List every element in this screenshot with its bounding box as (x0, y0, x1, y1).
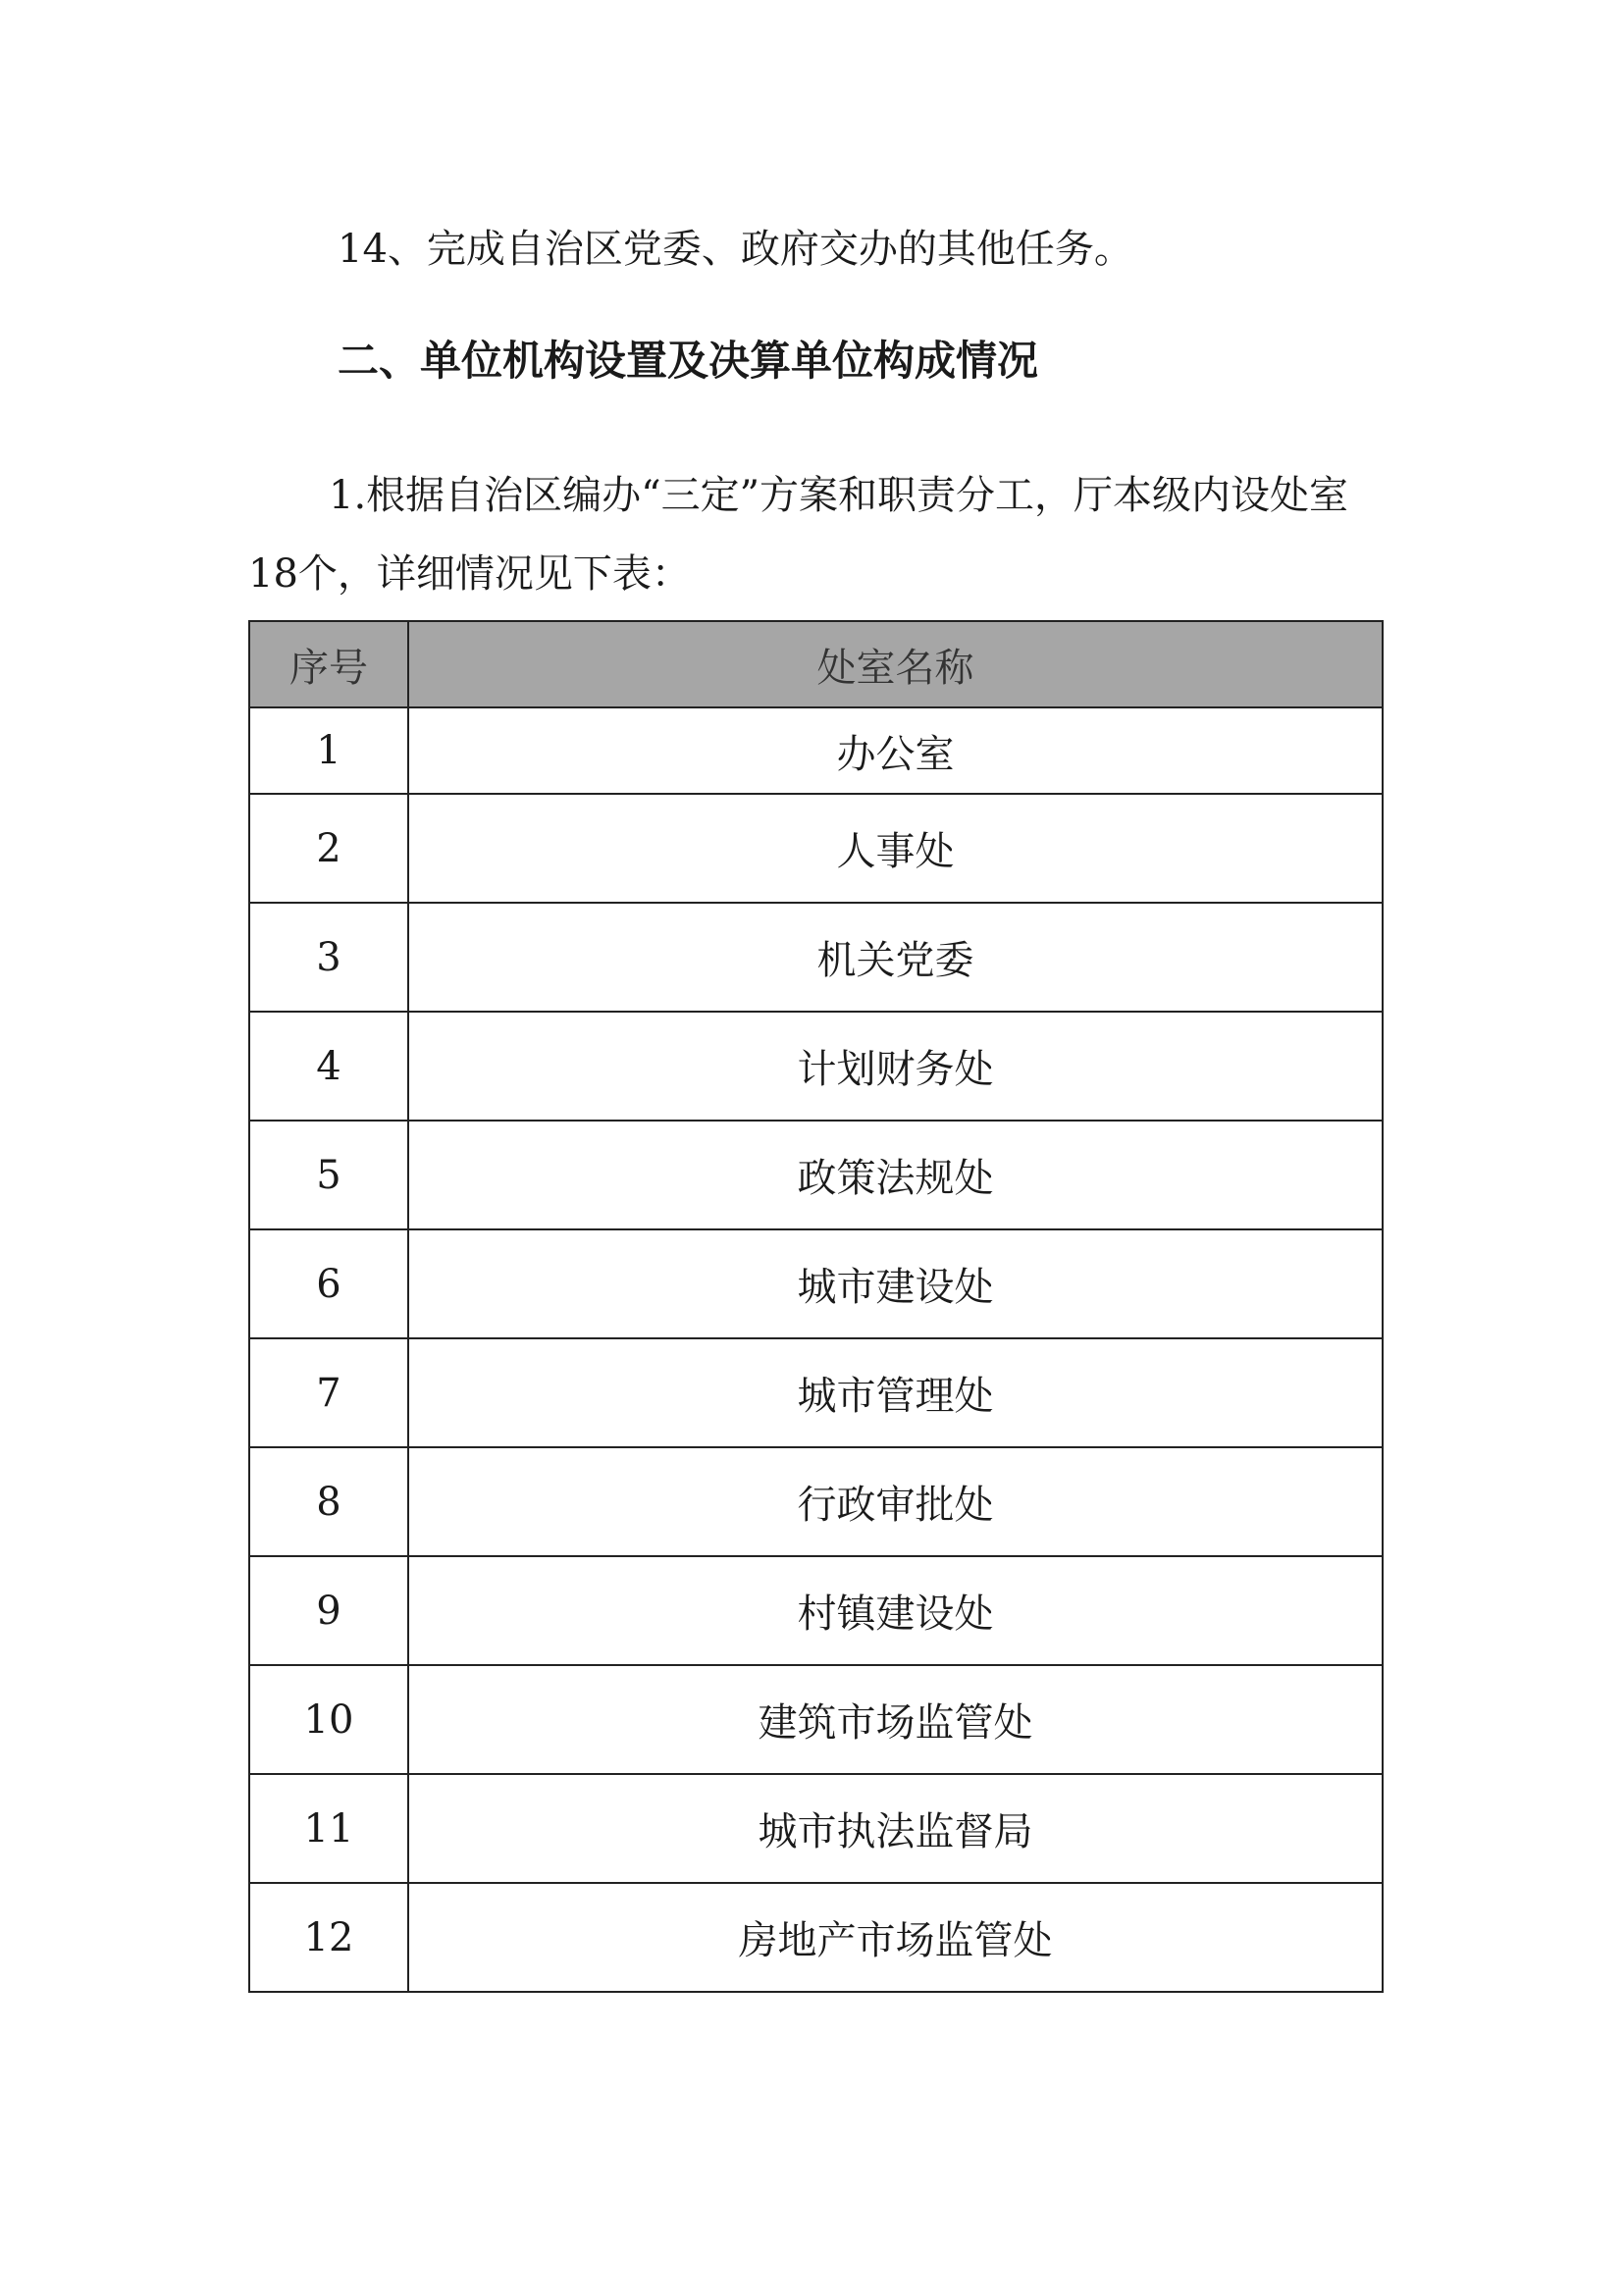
table-row (249, 1556, 1383, 1665)
row-seq: 8 (249, 1447, 408, 1556)
table-row (249, 1665, 1383, 1774)
row-office-name: 城市管理处 (408, 1338, 1383, 1447)
row-office-name: 房地产市场监管处 (408, 1883, 1383, 1992)
row-office-name: 人事处 (408, 794, 1383, 903)
row-seq: 9 (249, 1556, 408, 1665)
paragraph-intro: 1.根据自治区编办“三定”方案和职责分工，厅本级内设处室18个，详细情况见下表： (248, 473, 1349, 597)
header-seq: 序号 (249, 621, 408, 707)
row-seq: 1 (249, 707, 408, 794)
office-table (248, 620, 1384, 1993)
row-office-name: 村镇建设处 (408, 1556, 1383, 1665)
table-header-row (249, 621, 1383, 707)
table-row (249, 1012, 1383, 1121)
header-office-name: 处室名称 (408, 621, 1383, 707)
row-seq: 11 (249, 1774, 408, 1883)
row-office-name: 政策法规处 (408, 1121, 1383, 1229)
table-row (249, 1338, 1383, 1447)
row-seq: 2 (249, 794, 408, 903)
row-seq: 3 (249, 903, 408, 1012)
paragraph-item-14: 14、完成自治区党委、政府交办的其他任务。 (338, 227, 1133, 272)
section-heading: 二、单位机构设置及决算单位构成情况 (338, 337, 1039, 385)
row-office-name: 计划财务处 (408, 1012, 1383, 1121)
table-row (249, 1121, 1383, 1229)
table-row (249, 1774, 1383, 1883)
row-seq: 10 (249, 1665, 408, 1774)
row-seq: 4 (249, 1012, 408, 1121)
row-seq: 12 (249, 1883, 408, 1992)
table-row (249, 1447, 1383, 1556)
row-office-name: 建筑市场监管处 (408, 1665, 1383, 1774)
row-office-name: 机关党委 (408, 903, 1383, 1012)
table-row (249, 794, 1383, 903)
row-office-name: 城市执法监督局 (408, 1774, 1383, 1883)
table-row (249, 903, 1383, 1012)
table-row (249, 1229, 1383, 1338)
table-row (249, 1883, 1383, 1992)
row-seq: 7 (249, 1338, 408, 1447)
row-office-name: 办公室 (408, 707, 1383, 794)
table-row (249, 707, 1383, 794)
row-office-name: 城市建设处 (408, 1229, 1383, 1338)
row-seq: 6 (249, 1229, 408, 1338)
row-office-name: 行政审批处 (408, 1447, 1383, 1556)
row-seq: 5 (249, 1121, 408, 1229)
